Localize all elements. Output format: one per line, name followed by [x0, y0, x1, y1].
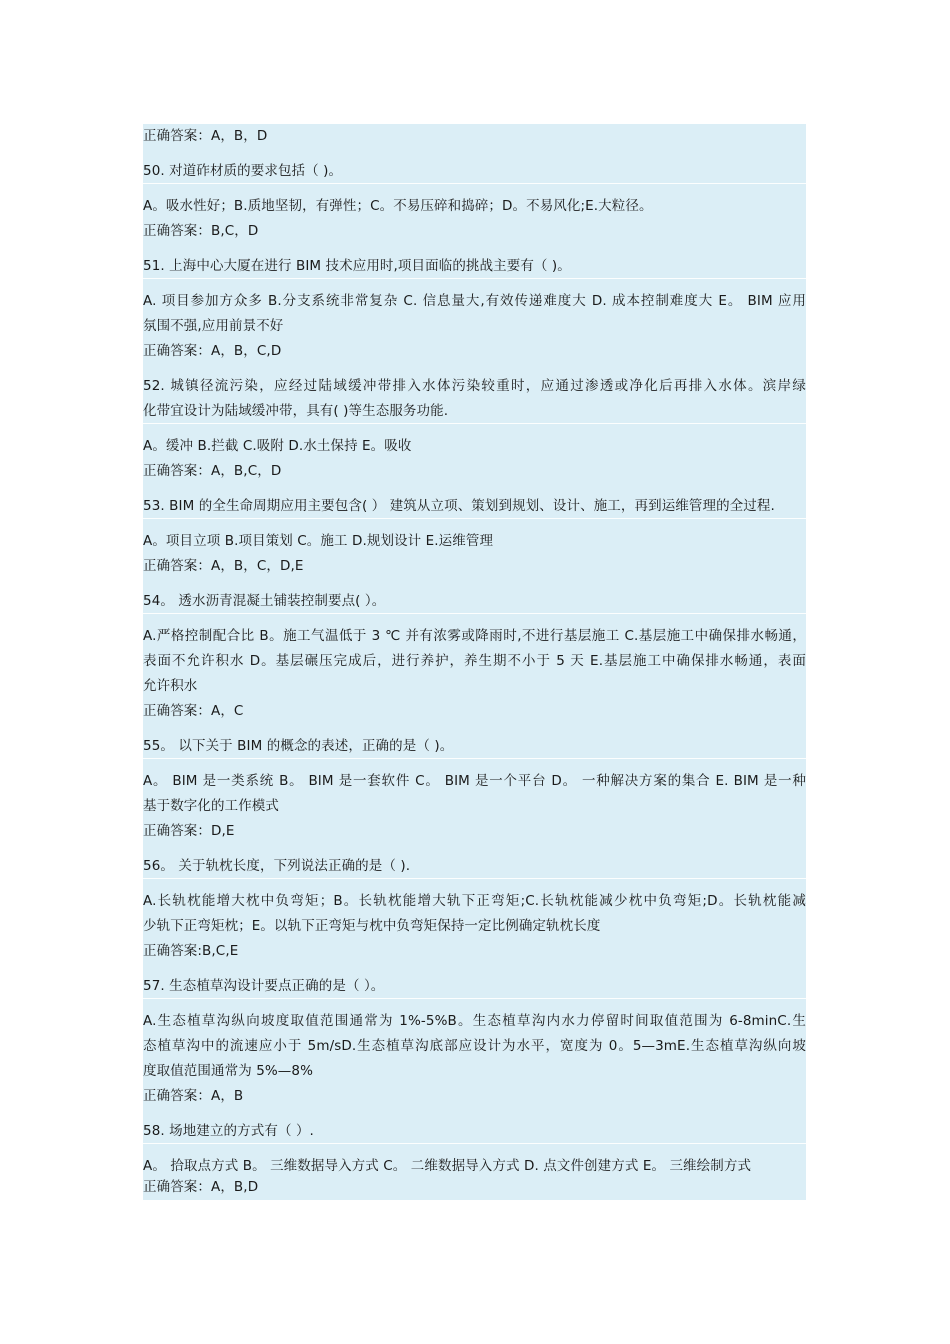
answer-56: 正确答案:B,C,E — [143, 943, 239, 959]
divider — [143, 423, 806, 424]
options-53: A。项目立项 B.项目策划 C。施工 D.规划设计 E.运维管理 — [143, 533, 494, 549]
options-51-line-1: A. 项目参加方众多 B.分支系统非常复杂 C. 信息量大,有效传递难度大 D. 成本控制难度大 E。 BIM 应用 — [143, 293, 806, 309]
document-highlight-block — [143, 124, 806, 1200]
options-50: A。吸水性好；B.质地坚韧，有弹性；C。不易压碎和捣碎；D。不易风化;E.大粒径。 — [143, 198, 653, 214]
question-50: 50. 对道砟材质的要求包括（ )。 — [143, 163, 343, 179]
options-54-line-3: 允许积水 — [143, 678, 198, 694]
answer-55: 正确答案：D,E — [143, 823, 235, 839]
options-56-line-1: A.长轨枕能增大枕中负弯矩；B。长轨枕能增大轨下正弯矩;C.长轨枕能减少枕中负弯矩;D。长轨枕能减 — [143, 893, 806, 909]
question-58: 58. 场地建立的方式有（ ）. — [143, 1123, 314, 1139]
answer-58: 正确答案：A，B,D — [143, 1179, 259, 1195]
options-54-line-1: A.严格控制配合比 B。施工气温低于 3 ℃ 并有浓雾或降雨时,不进行基层施工 C.基层施工中确保排水畅通， — [143, 628, 806, 644]
options-56-line-2: 少轨下正弯矩枕；E。以轨下正弯矩与枕中负弯矩保持一定比例确定轨枕长度 — [143, 918, 601, 934]
options-57-line-1: A.生态植草沟纵向坡度取值范围通常为 1%-5%B。生态植草沟内水力停留时间取值范围为 6-8minC.生 — [143, 1013, 806, 1029]
answer-53: 正确答案：A，B，C，D,E — [143, 558, 304, 574]
answer-49: 正确答案：A，B，D — [143, 128, 268, 144]
options-52: A。缓冲 B.拦截 C.吸附 D.水土保持 E。吸收 — [143, 438, 412, 454]
question-55: 55。 以下关于 BIM 的概念的表述，正确的是（ )。 — [143, 738, 454, 754]
options-57-line-2: 态植草沟中的流速应小于 5m/sD.生态植草沟底部应设计为水平，宽度为 0。5—3mE.生态植草沟纵向坡 — [143, 1038, 806, 1054]
divider — [143, 278, 806, 279]
answer-57: 正确答案：A，B — [143, 1088, 244, 1104]
options-51-line-2: 氛围不强,应用前景不好 — [143, 318, 284, 334]
divider — [143, 878, 806, 879]
question-52-line-1: 52. 城镇径流污染，应经过陆域缓冲带排入水体污染较重时，应通过渗透或净化后再排入水体。滨岸绿 — [143, 378, 806, 394]
question-51: 51. 上海中心大厦在进行 BIM 技术应用时,项目面临的挑战主要有（ )。 — [143, 258, 571, 274]
question-52-line-2: 化带宜设计为陆域缓冲带，具有( )等生态服务功能. — [143, 403, 449, 419]
options-58: A。 拾取点方式 B。 三维数据导入方式 C。 二维数据导入方式 D. 点文件创建方式 E。 三维绘制方式 — [143, 1158, 752, 1174]
divider — [143, 183, 806, 184]
question-56: 56。 关于轨枕长度，下列说法正确的是（ ). — [143, 858, 411, 874]
divider — [143, 613, 806, 614]
options-55-line-2: 基于数字化的工作模式 — [143, 798, 279, 814]
answer-52: 正确答案：A，B,C，D — [143, 463, 282, 479]
options-57-line-3: 度取值范围通常为 5%—8% — [143, 1063, 314, 1079]
options-54-line-2: 表面不允许积水 D。基层碾压完成后，进行养护，养生期不小于 5 天 E.基层施工中确保排水畅通，表面 — [143, 653, 806, 669]
question-54: 54。 透水沥青混凝土铺装控制要点( ）。 — [143, 593, 386, 609]
answer-50: 正确答案：B,C，D — [143, 223, 259, 239]
divider — [143, 758, 806, 759]
answer-54: 正确答案：A，C — [143, 703, 244, 719]
divider — [143, 518, 806, 519]
options-55-line-1: A。 BIM 是一类系统 B。 BIM 是一套软件 C。 BIM 是一个平台 D。 一种解决方案的集合 E. BIM 是一种 — [143, 773, 806, 789]
answer-51: 正确答案：A，B，C,D — [143, 343, 282, 359]
divider — [143, 998, 806, 999]
question-57: 57. 生态植草沟设计要点正确的是（ ）。 — [143, 978, 385, 994]
divider — [143, 1143, 806, 1144]
question-53: 53. BIM 的全生命周期应用主要包含( ） 建筑从立项、策划到规划、设计、施工，再到运维管理的全过程. — [143, 498, 775, 514]
